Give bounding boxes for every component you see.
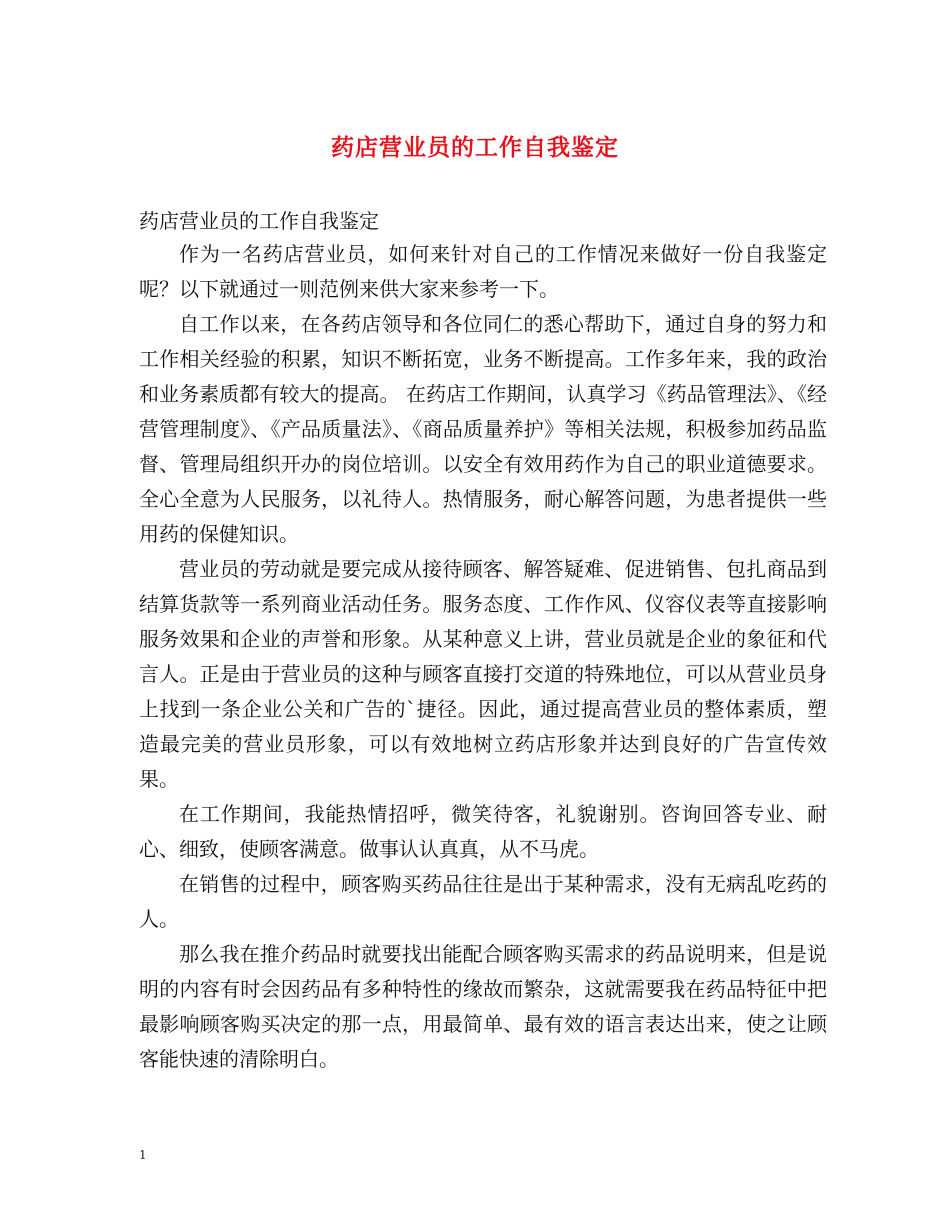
paragraph-experience: 自工作以来，在各药店领导和各位同仁的悉心帮助下，通过自身的努力和工作相关经验的积累，知识不断拓宽，业务不断提高。工作多年来，我的政治和业务素质都有较大的提高。 在药店工作期间，认真学习《药品管理法》、《经营管理制度》、《产品质量法》、《商品质量养护》等相关法规，积极参加药品监督、管理局组织开办的岗位培训。以安全有效用药作为自己的职业道德要求。全心全意为人民服务，以礼待人。热情服务，耐心解答问题，为患者提供一些用药的保健知识。	[139, 312, 827, 546]
paragraph-role: 营业员的劳动就是要完成从接待顾客、解答疑难、促进销售、包扎商品到结算货款等一系列商业活动任务。服务态度、工作作风、仪容仪表等直接影响服务效果和企业的声誉和形象。从某种意义上讲，营业员就是企业的象征和代言人。正是由于营业员的这种与顾客直接打交道的特殊地位，可以从营业员身上找到一条企业公关和广告的`捷径。因此，通过提高营业员的整体素质，塑造最完美的营业员形象，可以有效地树立药店形象并达到良好的广告宣传效果。	[139, 557, 827, 791]
document-subtitle: 药店营业员的工作自我鉴定	[139, 209, 379, 233]
page-number: 1	[139, 1148, 147, 1162]
paragraph-recommend: 那么我在推介药品时就要找出能配合顾客购买需求的药品说明来，但是说明的内容有时会因药品有多种特性的缘故而繁杂，这就需要我在药品特征中把最影响顾客购买决定的那一点，用最简单、最有效的语言表达出来，使之让顾客能快速的清除明白。	[139, 942, 827, 1071]
paragraph-sales: 在销售的过程中，顾客购买药品往往是出于某种需求，没有无病乱吃药的人。	[139, 872, 827, 931]
paragraph-intro: 作为一名药店营业员，如何来针对自己的工作情况来做好一份自我鉴定呢？以下就通过一则范例来供大家来参考一下。	[139, 242, 827, 301]
page-title: 药店营业员的工作自我鉴定	[331, 134, 619, 161]
document-body	[139, 206, 827, 1077]
paragraph-service: 在工作期间，我能热情招呼，微笑待客，礼貌谢别。咨询回答专业、耐心、细致，使顾客满意。做事认认真真，从不马虎。	[139, 802, 827, 861]
